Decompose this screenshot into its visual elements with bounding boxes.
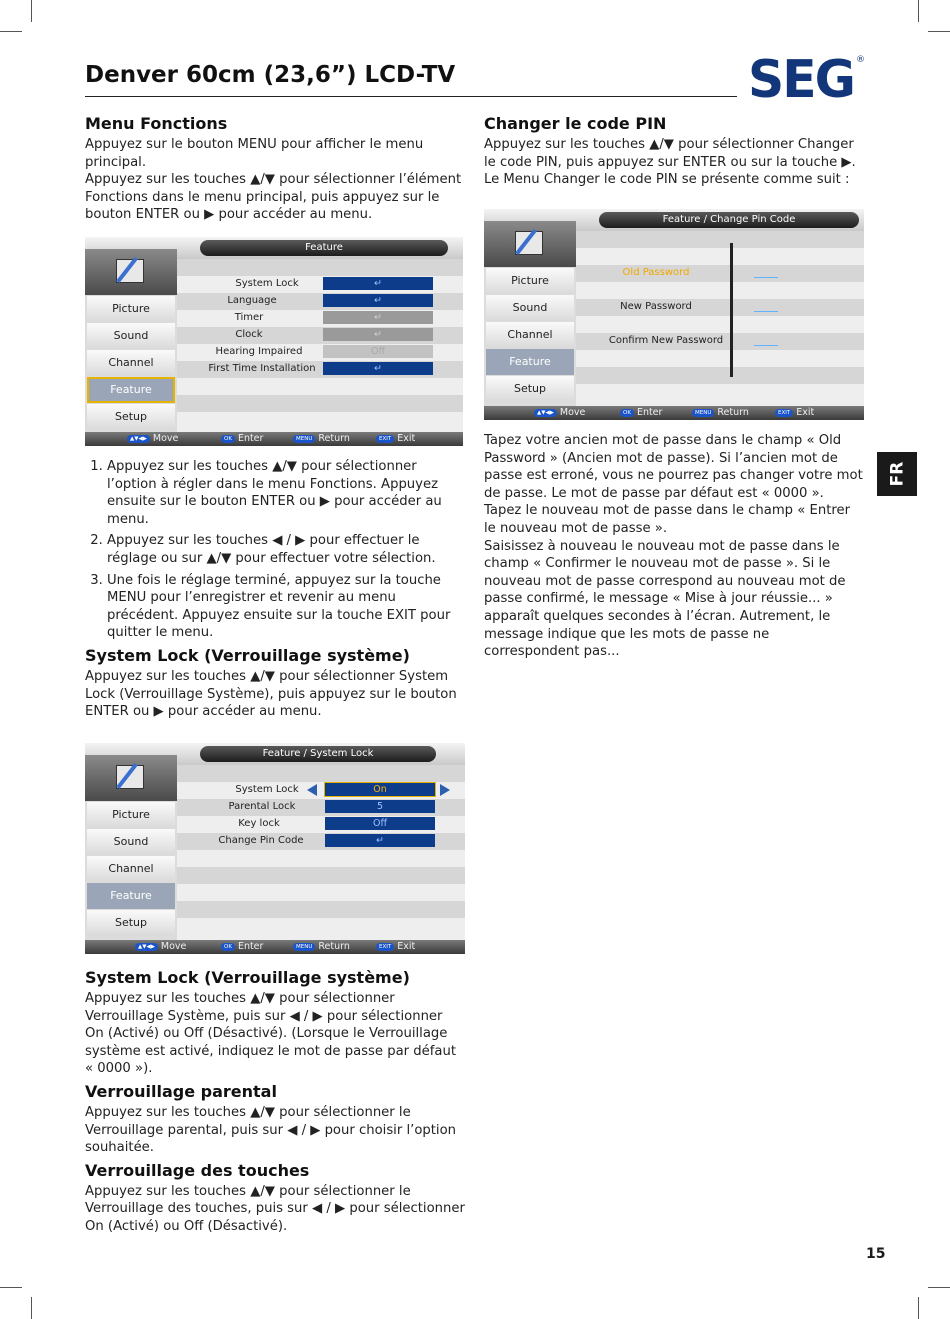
menu-title: Feature / Change Pin Code (599, 212, 859, 228)
menu-row-value: 5 (325, 800, 435, 813)
menu-key-icon: MENU (692, 409, 714, 417)
paragraph: Saisissez à nouveau le nouveau mot de passe dans le champ « Confirmer le nouveau mot de passe ». Si le nouveau mot de passe correspond au nouveau mot de passe confirmé, le message « Mise à jour réussie... » apparaît quelques secondes à l’écran. Autrement, le message indique que les mots de passe ne correspondent pas... (484, 538, 846, 660)
menu-row-label: Change Pin Code (218, 835, 304, 846)
title-rule (85, 96, 737, 97)
menu-row-value: On (325, 783, 435, 796)
footer-exit: Exit (397, 941, 416, 952)
menu-row-label: Hearing Impaired (215, 346, 303, 357)
footer-exit: Exit (796, 407, 815, 418)
paragraph: Tapez votre ancien mot de passe dans le champ « Old Password » (Ancien mot de passe). Si l’ancien mot de passe est erroné, vous ne pourrez pas changer votre mot de passe. Le mot de passe par défaut est « 0000 ». (484, 433, 863, 501)
registered-mark: ® (856, 55, 865, 65)
menu-footer (85, 432, 463, 446)
tv-menu-change-pin (484, 209, 864, 420)
instruction-steps (85, 458, 465, 642)
pin-input-confirm (754, 345, 778, 346)
section-heading-parental-lock: Verrouillage parental (85, 1081, 277, 1101)
crop-mark (918, 0, 919, 22)
footer-return: Return (717, 407, 749, 418)
menu-title: Feature / System Lock (200, 746, 436, 762)
menu-row-value: ↵ (325, 834, 435, 847)
paragraph: Tapez le nouveau mot de passe dans le champ « Entrer le nouveau mot de passe ». (484, 503, 851, 536)
menu-row-value: ↵ (323, 362, 433, 375)
footer-return: Return (318, 941, 350, 952)
crop-mark (928, 1287, 950, 1288)
menu-row (177, 292, 463, 309)
menu-title: Feature (200, 240, 448, 256)
menu-row-label: Clock (235, 329, 263, 340)
menu-feature-icon (85, 755, 177, 801)
footer-enter: Enter (237, 433, 264, 444)
paragraph: Appuyez sur les touches ▲/▼ pour sélectionner Verrouillage Système, puis sur ◀ / ▶ pour sélectionner On (Activé) ou Off (Désactivé). (Lorsque le Verrouillage système est activé, indiquez le mot de passe par défaut « 0000 »). (85, 991, 457, 1077)
ok-key-icon: OK (221, 943, 235, 951)
right-arrow-icon (440, 784, 450, 796)
menu-feature-icon (484, 221, 576, 267)
menu-content (177, 259, 463, 432)
menu-row (177, 798, 465, 815)
pin-field-label: New Password (620, 301, 692, 312)
paragraph: Appuyez sur les touches ▲/▼ pour sélectionner le Verrouillage parental, puis sur ◀ / ▶ pour choisir l’option souhaitée. (85, 1104, 457, 1156)
move-key-icon: ▲▼◀▶ (135, 943, 158, 951)
footer-enter: Enter (237, 941, 264, 952)
menu-tabs (85, 295, 177, 431)
paragraph: Appuyez sur les touches ▲/▼ pour sélectionner System Lock (Verrouillage Système), puis appuyez sur le bouton ENTER ou ▶ pour accéder au menu. (85, 668, 457, 720)
menu-row (177, 309, 463, 326)
menu-row (177, 275, 463, 292)
section-heading-key-lock: Verrouillage des touches (85, 1160, 310, 1180)
menu-tab-setup: Setup (486, 376, 574, 402)
seg-logo (748, 50, 866, 106)
menu-footer (85, 940, 465, 954)
move-key-icon: ▲▼◀▶ (127, 435, 150, 443)
crop-mark (31, 0, 32, 22)
menu-tab-channel: Channel (87, 350, 175, 376)
pin-input-new (754, 311, 778, 312)
step-item: 1. Appuyez sur les touches ▲/▼ pour sélectionner l’option à régler dans le menu Fonctions. Appuyez ensuite sur le bouton ENTER ou ▶ pour accéder au menu. (107, 458, 465, 528)
menu-tab-feature: Feature (87, 883, 175, 909)
pin-field-label: Old Password (622, 267, 690, 278)
menu-content (177, 765, 465, 940)
move-key-icon: ▲▼◀▶ (534, 409, 557, 417)
menu-row-value: ↵ (323, 277, 433, 290)
language-tab-label: FR (886, 461, 907, 487)
menu-key-icon: MENU (293, 943, 315, 951)
menu-feature-icon (85, 249, 177, 295)
menu-row-value: Off (323, 345, 433, 358)
paragraph: Appuyez sur les touches ▲/▼ pour sélectionner Changer le code PIN, puis appuyez sur ENTER ou sur la touche ▶. Le Menu Changer le code PIN se présente comme suit : (484, 137, 856, 188)
pin-field-label: Confirm New Password (608, 335, 724, 346)
menu-row-label: First Time Installation (208, 363, 316, 374)
menu-tab-sound: Sound (87, 323, 175, 349)
exit-key-icon: EXIT (376, 435, 394, 443)
section-heading-menu-fonctions: Menu Fonctions (85, 114, 228, 133)
crop-mark (0, 1287, 22, 1288)
ok-key-icon: OK (221, 435, 235, 443)
menu-row-label: System Lock (235, 278, 299, 289)
menu-row-label: Language (227, 295, 277, 306)
language-tab (877, 452, 917, 496)
crop-mark (918, 1297, 919, 1319)
menu-row-label: System Lock (235, 784, 299, 795)
menu-row-label: Parental Lock (228, 801, 296, 812)
tv-menu-feature (85, 237, 463, 446)
section-heading-change-pin: Changer le code PIN (484, 114, 667, 133)
paragraph: Appuyez sur le bouton MENU pour afficher le menu principal. (85, 137, 424, 170)
crop-mark (928, 31, 950, 32)
menu-row (177, 360, 463, 377)
pin-input-old (754, 277, 778, 278)
menu-row (177, 815, 465, 832)
section-heading-system-lock: System Lock (Verrouillage système) (85, 968, 410, 987)
footer-move: Move (160, 941, 187, 952)
menu-row-value: Off (325, 817, 435, 830)
exit-key-icon: EXIT (376, 943, 394, 951)
menu-tabs (85, 801, 177, 937)
menu-row-label: Key lock (238, 818, 280, 829)
footer-enter: Enter (636, 407, 663, 418)
footer-return: Return (318, 433, 350, 444)
menu-tab-channel: Channel (486, 322, 574, 348)
logo-wordmark: SEG (748, 50, 854, 102)
menu-tab-setup: Setup (87, 404, 175, 430)
menu-tab-channel: Channel (87, 856, 175, 882)
menu-tab-picture: Picture (486, 268, 574, 294)
menu-row (177, 832, 465, 849)
paragraph: Appuyez sur les touches ▲/▼ pour sélectionner l’élément Fonctions dans le menu principal, puis appuyez sur le bouton ENTER ou ▶ pour accéder au menu. (85, 172, 462, 223)
document-title: Denver 60cm (23,6”) LCD-TV (85, 62, 456, 88)
footer-move: Move (559, 407, 586, 418)
menu-row-value: ↵ (323, 294, 433, 307)
section-heading-system-lock: System Lock (Verrouillage système) (85, 645, 410, 665)
menu-row-value: ↵ (323, 328, 433, 341)
menu-tab-picture: Picture (87, 296, 175, 322)
menu-row (177, 343, 463, 360)
menu-content (576, 231, 864, 406)
page-number: 15 (866, 1246, 886, 1262)
menu-tab-setup: Setup (87, 910, 175, 936)
footer-exit: Exit (397, 433, 416, 444)
step-item: 3. Une fois le réglage terminé, appuyez sur la touche MENU pour l’enregistrer et revenir au menu précédent. Appuyez ensuite sur la touche EXIT pour quitter le menu. (107, 572, 465, 642)
left-arrow-icon (307, 784, 317, 796)
menu-footer (484, 406, 864, 420)
menu-tab-picture: Picture (87, 802, 175, 828)
crop-mark (0, 31, 22, 32)
tv-menu-system-lock (85, 743, 465, 954)
step-item: 2. Appuyez sur les touches ◀ / ▶ pour effectuer le réglage ou sur ▲/▼ pour effectuer votre sélection. (107, 532, 465, 567)
menu-tabs (484, 267, 576, 403)
menu-tab-sound: Sound (486, 295, 574, 321)
ok-key-icon: OK (620, 409, 634, 417)
footer-move: Move (152, 433, 179, 444)
paragraph: Appuyez sur les touches ▲/▼ pour sélectionner le Verrouillage des touches, puis sur ◀ / ▶ pour sélectionner On (Activé) ou Off (Désactivé). (85, 1183, 465, 1234)
menu-tab-sound: Sound (87, 829, 175, 855)
menu-row-value: ↵ (323, 311, 433, 324)
crop-mark (31, 1297, 32, 1319)
menu-tab-feature: Feature (87, 377, 175, 403)
menu-row-label: Timer (234, 312, 264, 323)
menu-row (177, 326, 463, 343)
menu-row (177, 781, 465, 798)
exit-key-icon: EXIT (775, 409, 793, 417)
menu-tab-feature: Feature (486, 349, 574, 375)
menu-key-icon: MENU (293, 435, 315, 443)
